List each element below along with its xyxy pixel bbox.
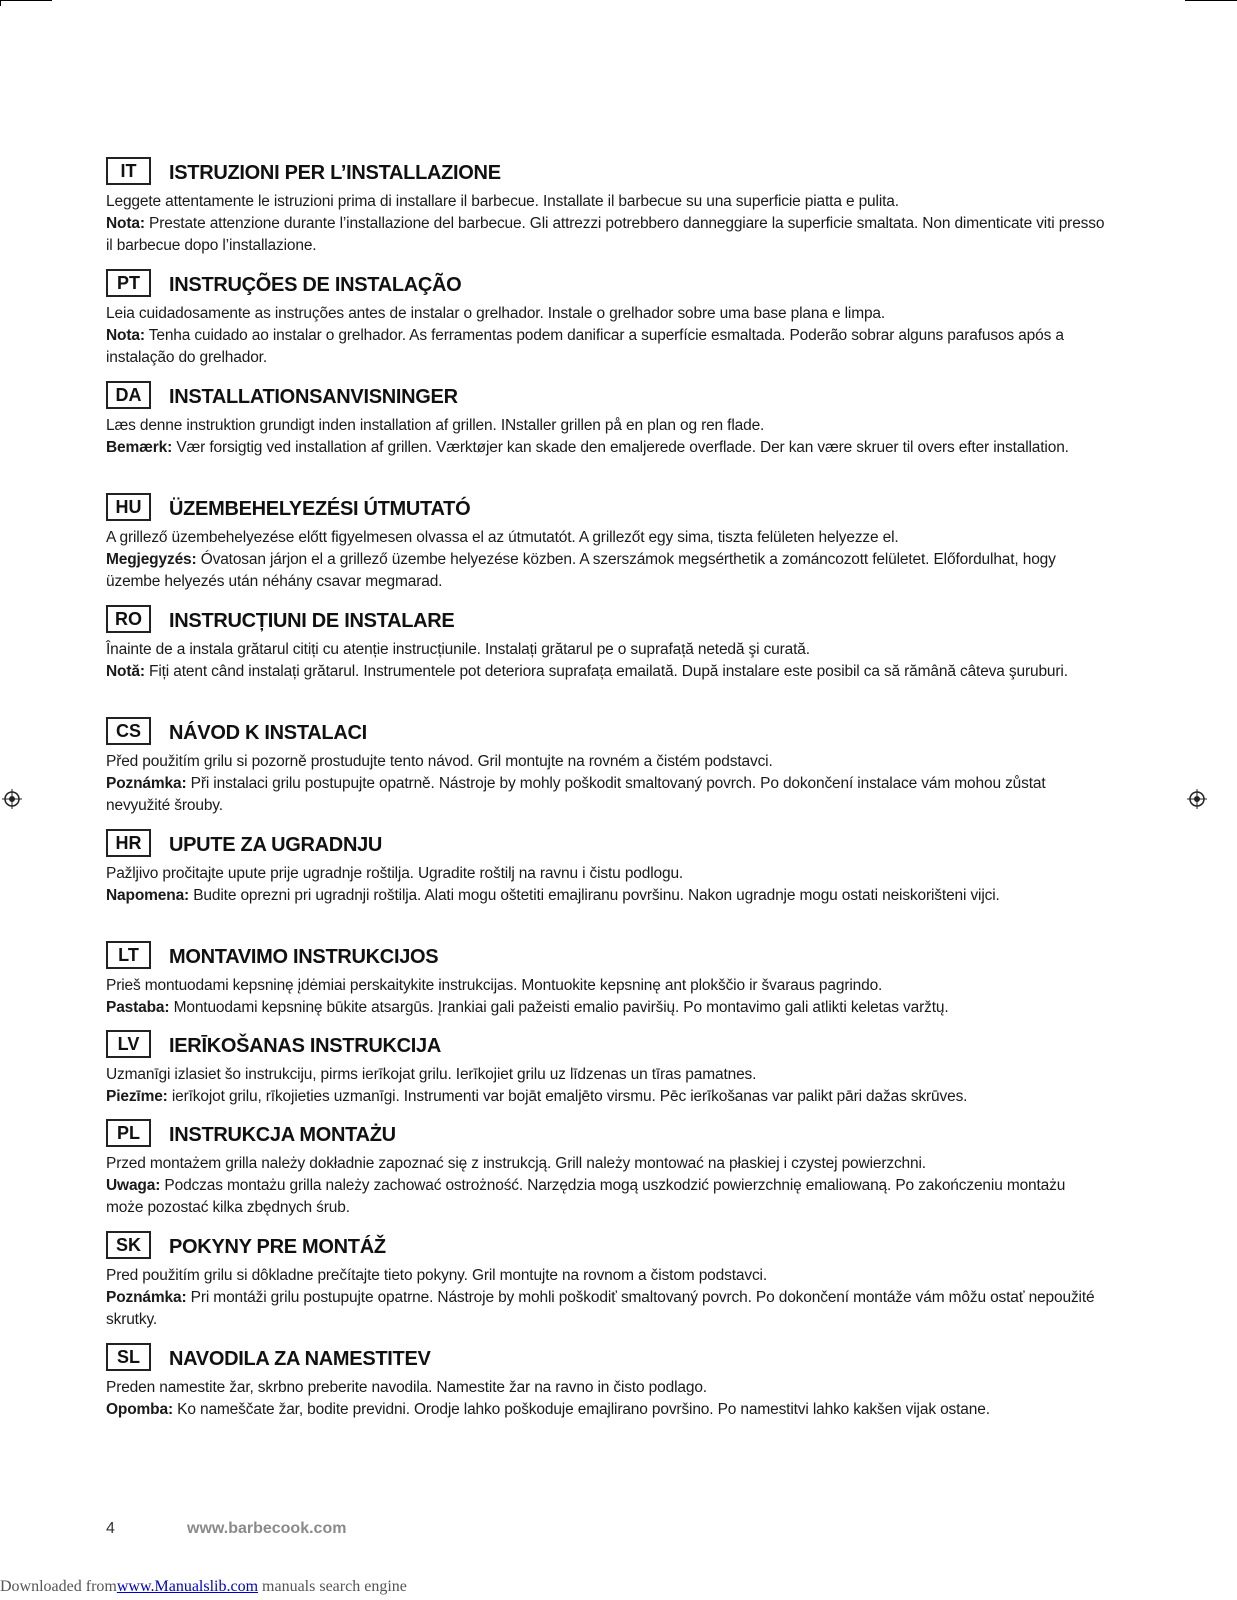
intro-text: Uzmanīgi izlasiet šo instrukciju, pirms ierīkojat grilu. Ierīkojiet grilu uz līdzenas un tīras pamatnes. <box>106 1066 757 1083</box>
page-number: 4 <box>106 1520 115 1537</box>
download-suffix: manuals search engine <box>258 1578 407 1595</box>
note-label: Poznámka: <box>106 775 187 792</box>
language-code-badge: CS <box>106 717 151 745</box>
note-text: Montuodami kepsninę būkite atsargūs. Įrankiai gali pažeisti emalio paviršių. Po montavimo gali atlikti keletas varžtų. <box>173 999 949 1016</box>
section-lt <box>106 941 1106 1019</box>
note-paragraph <box>106 1175 1106 1219</box>
language-code-badge: SL <box>106 1343 151 1371</box>
intro-text: Před použitím grilu si pozorně prostudujte tento návod. Gril montujte na rovném a čistém podstavci. <box>106 753 773 770</box>
section-sk <box>106 1231 1106 1331</box>
section-title: INSTRUKCJA MONTAŻU <box>169 1124 396 1146</box>
intro-text: Prieš montuodami kepsninę įdėmiai perskaitykite instrukcijas. Montuokite kepsninę ant plokščio ir švaraus pagrindo. <box>106 977 883 994</box>
note-paragraph <box>106 213 1106 257</box>
note-paragraph <box>106 1399 1106 1421</box>
section-title: INSTALLATIONSANVISNINGER <box>169 386 458 408</box>
note-label: Uwaga: <box>106 1177 161 1194</box>
note-label: Poznámka: <box>106 1289 187 1306</box>
note-paragraph <box>106 885 1106 907</box>
manualslib-link[interactable]: www.Manualslib.com <box>116 1578 259 1595</box>
crop-mark-top-left-h <box>0 0 52 1</box>
section-title: POKYNY PRE MONTÁŽ <box>169 1236 386 1258</box>
section-title: MONTAVIMO INSTRUKCIJOS <box>169 946 439 968</box>
note-label: Nota: <box>106 215 145 232</box>
note-paragraph <box>106 1287 1106 1331</box>
section-sl <box>106 1343 1106 1421</box>
note-paragraph <box>106 661 1106 683</box>
note-text: Pri montáži grilu postupujte opatrne. Nástroje by mohli poškodiť smaltovaný povrch. Po dokončení montáže vám môžu ostať nepoužité skrutky. <box>106 1289 1095 1328</box>
intro-text: Pažljivo pročitajte upute prije ugradnje roštilja. Ugradite roštilj na ravnu i čistu podlogu. <box>106 865 684 882</box>
crop-mark-top-right <box>1185 0 1237 1</box>
note-paragraph <box>106 997 1106 1019</box>
note-paragraph <box>106 773 1106 817</box>
note-text: Budite oprezni pri ugradnji roštilja. Alati mogu oštetiti emajliranu površinu. Nakon ugradnje mogu ostati neiskorišteni vijci. <box>193 887 1000 904</box>
language-code-badge: LT <box>106 941 151 969</box>
download-banner <box>0 1578 407 1596</box>
download-prefix: Downloaded from <box>0 1578 117 1595</box>
section-title: UPUTE ZA UGRADNJU <box>169 834 383 856</box>
note-text: Podczas montażu grilla należy zachować ostrożność. Narzędzia mogą uszkodzić powierzchnię emaliowaną. Po zakończeniu montażu może pozostać kilka zbędnych śrub. <box>106 1177 1066 1216</box>
note-paragraph <box>106 549 1106 593</box>
language-code-badge: LV <box>106 1030 151 1058</box>
note-text: Ko nameščate žar, bodite previdni. Orodje lahko poškoduje emajlirano površino. Po namestitvi lahko kakšen vijak ostane. <box>177 1401 990 1418</box>
section-title: ISTRUZIONI PER L’INSTALLAZIONE <box>169 162 501 184</box>
section-ro <box>106 605 1106 683</box>
note-paragraph <box>106 325 1106 369</box>
intro-text: Pred použitím grilu si dôkladne prečítajte tieto pokyny. Gril montujte na rovnom a čistom podstavci. <box>106 1267 767 1284</box>
language-code-badge: DA <box>106 381 151 409</box>
note-text: ierīkojot grilu, rīkojieties uzmanīgi. Instrumenti var bojāt emaljēto virsmu. Pēc ierīkošanas var palikt pāri dažas skrūves. <box>171 1088 968 1105</box>
note-label: Napomena: <box>106 887 190 904</box>
registration-mark-right-icon <box>1187 789 1207 809</box>
note-label: Nota: <box>106 327 145 344</box>
section-title: ÜZEMBEHELYEZÉSI ÚTMUTATÓ <box>169 498 471 520</box>
section-title: NAVODILA ZA NAMESTITEV <box>169 1348 431 1370</box>
note-text: Tenha cuidado ao instalar o grelhador. As ferramentas podem danificar a superfície esmaltada. Poderão sobrar alguns parafusos após a instalação do grelhador. <box>106 327 1064 366</box>
intro-text: Przed montażem grilla należy dokładnie zapoznać się z instrukcją. Grill należy montować na płaskiej i czystej powierzchni. <box>106 1155 926 1172</box>
intro-text: Înainte de a instala grătarul citiți cu atenție instrucțiunile. Instalați grătarul pe o suprafață netedă şi curată. <box>106 641 810 658</box>
intro-text: Leia cuidadosamente as instruções antes de instalar o grelhador. Instale o grelhador sobre uma base plana e limpa. <box>106 305 886 322</box>
intro-text: A grillező üzembehelyezése előtt figyelmesen olvassa el az útmutatót. A grillezőt egy sima, tiszta felületen helyezze el. <box>106 529 899 546</box>
note-label: Bemærk: <box>106 439 173 456</box>
registration-mark-left-icon <box>2 789 22 809</box>
language-code-badge: PT <box>106 269 151 297</box>
section-pt <box>106 269 1106 369</box>
section-cs <box>106 717 1106 817</box>
section-title: NÁVOD K INSTALACI <box>169 722 367 744</box>
section-hu <box>106 493 1106 593</box>
section-pl <box>106 1119 1106 1219</box>
section-title: IERĪKOŠANAS INSTRUKCIJA <box>169 1035 442 1057</box>
language-code-badge: IT <box>106 157 151 185</box>
note-text: Prestate attenzione durante l’installazione del barbecue. Gli attrezzi potrebbero danneggiare la superficie smaltata. Non dimenticate viti presso il barbecue dopo l’installazione. <box>106 215 1105 254</box>
note-label: Piezīme: <box>106 1088 168 1105</box>
section-hr <box>106 829 1106 907</box>
note-text: Vær forsigtig ved installation af grillen. Værktøjer kan skade den emaljerede overflade. Der kan være skruer til overs efter installation. <box>176 439 1069 456</box>
language-code-badge: PL <box>106 1119 151 1147</box>
note-label: Megjegyzés: <box>106 551 197 568</box>
note-label: Opomba: <box>106 1401 173 1418</box>
section-title: INSTRUÇÕES DE INSTALAÇÃO <box>169 274 462 296</box>
note-text: Fiți atent când instalați grătarul. Instrumentele pot deteriora suprafața emailată. După instalare este posibil ca să rămână câteva şuruburi. <box>149 663 1068 680</box>
note-text: Při instalaci grilu postupujte opatrně. Nástroje by mohly poškodit smaltovaný povrch. Po dokončení instalace vám mohou zůstat nevyužité šrouby. <box>106 775 1046 814</box>
section-da <box>106 381 1106 459</box>
intro-text: Læs denne instruktion grundigt inden installation af grillen. INstaller grillen på en plan og ren flade. <box>106 417 765 434</box>
note-label: Pastaba: <box>106 999 170 1016</box>
note-paragraph <box>106 437 1106 459</box>
language-code-badge: RO <box>106 605 151 633</box>
footer-website: www.barbecook.com <box>187 1520 347 1537</box>
note-label: Notă: <box>106 663 145 680</box>
section-it <box>106 157 1106 257</box>
section-lv <box>106 1030 1106 1108</box>
language-code-badge: SK <box>106 1231 151 1259</box>
intro-text: Leggete attentamente le istruzioni prima di installare il barbecue. Installate il barbecue su una superficie piatta e pulita. <box>106 193 899 210</box>
section-title: INSTRUCȚIUNI DE INSTALARE <box>169 610 455 632</box>
language-code-badge: HR <box>106 829 151 857</box>
note-paragraph <box>106 1086 1106 1108</box>
note-text: Óvatosan járjon el a grillező üzembe helyezése közben. A szerszámok megsérthetik a zománcozott felületet. Előfordulhat, hogy üzembe helyezés után néhány csavar megmarad. <box>106 551 1056 590</box>
language-code-badge: HU <box>106 493 151 521</box>
intro-text: Preden namestite žar, skrbno preberite navodila. Namestite žar na ravno in čisto podlago. <box>106 1379 707 1396</box>
